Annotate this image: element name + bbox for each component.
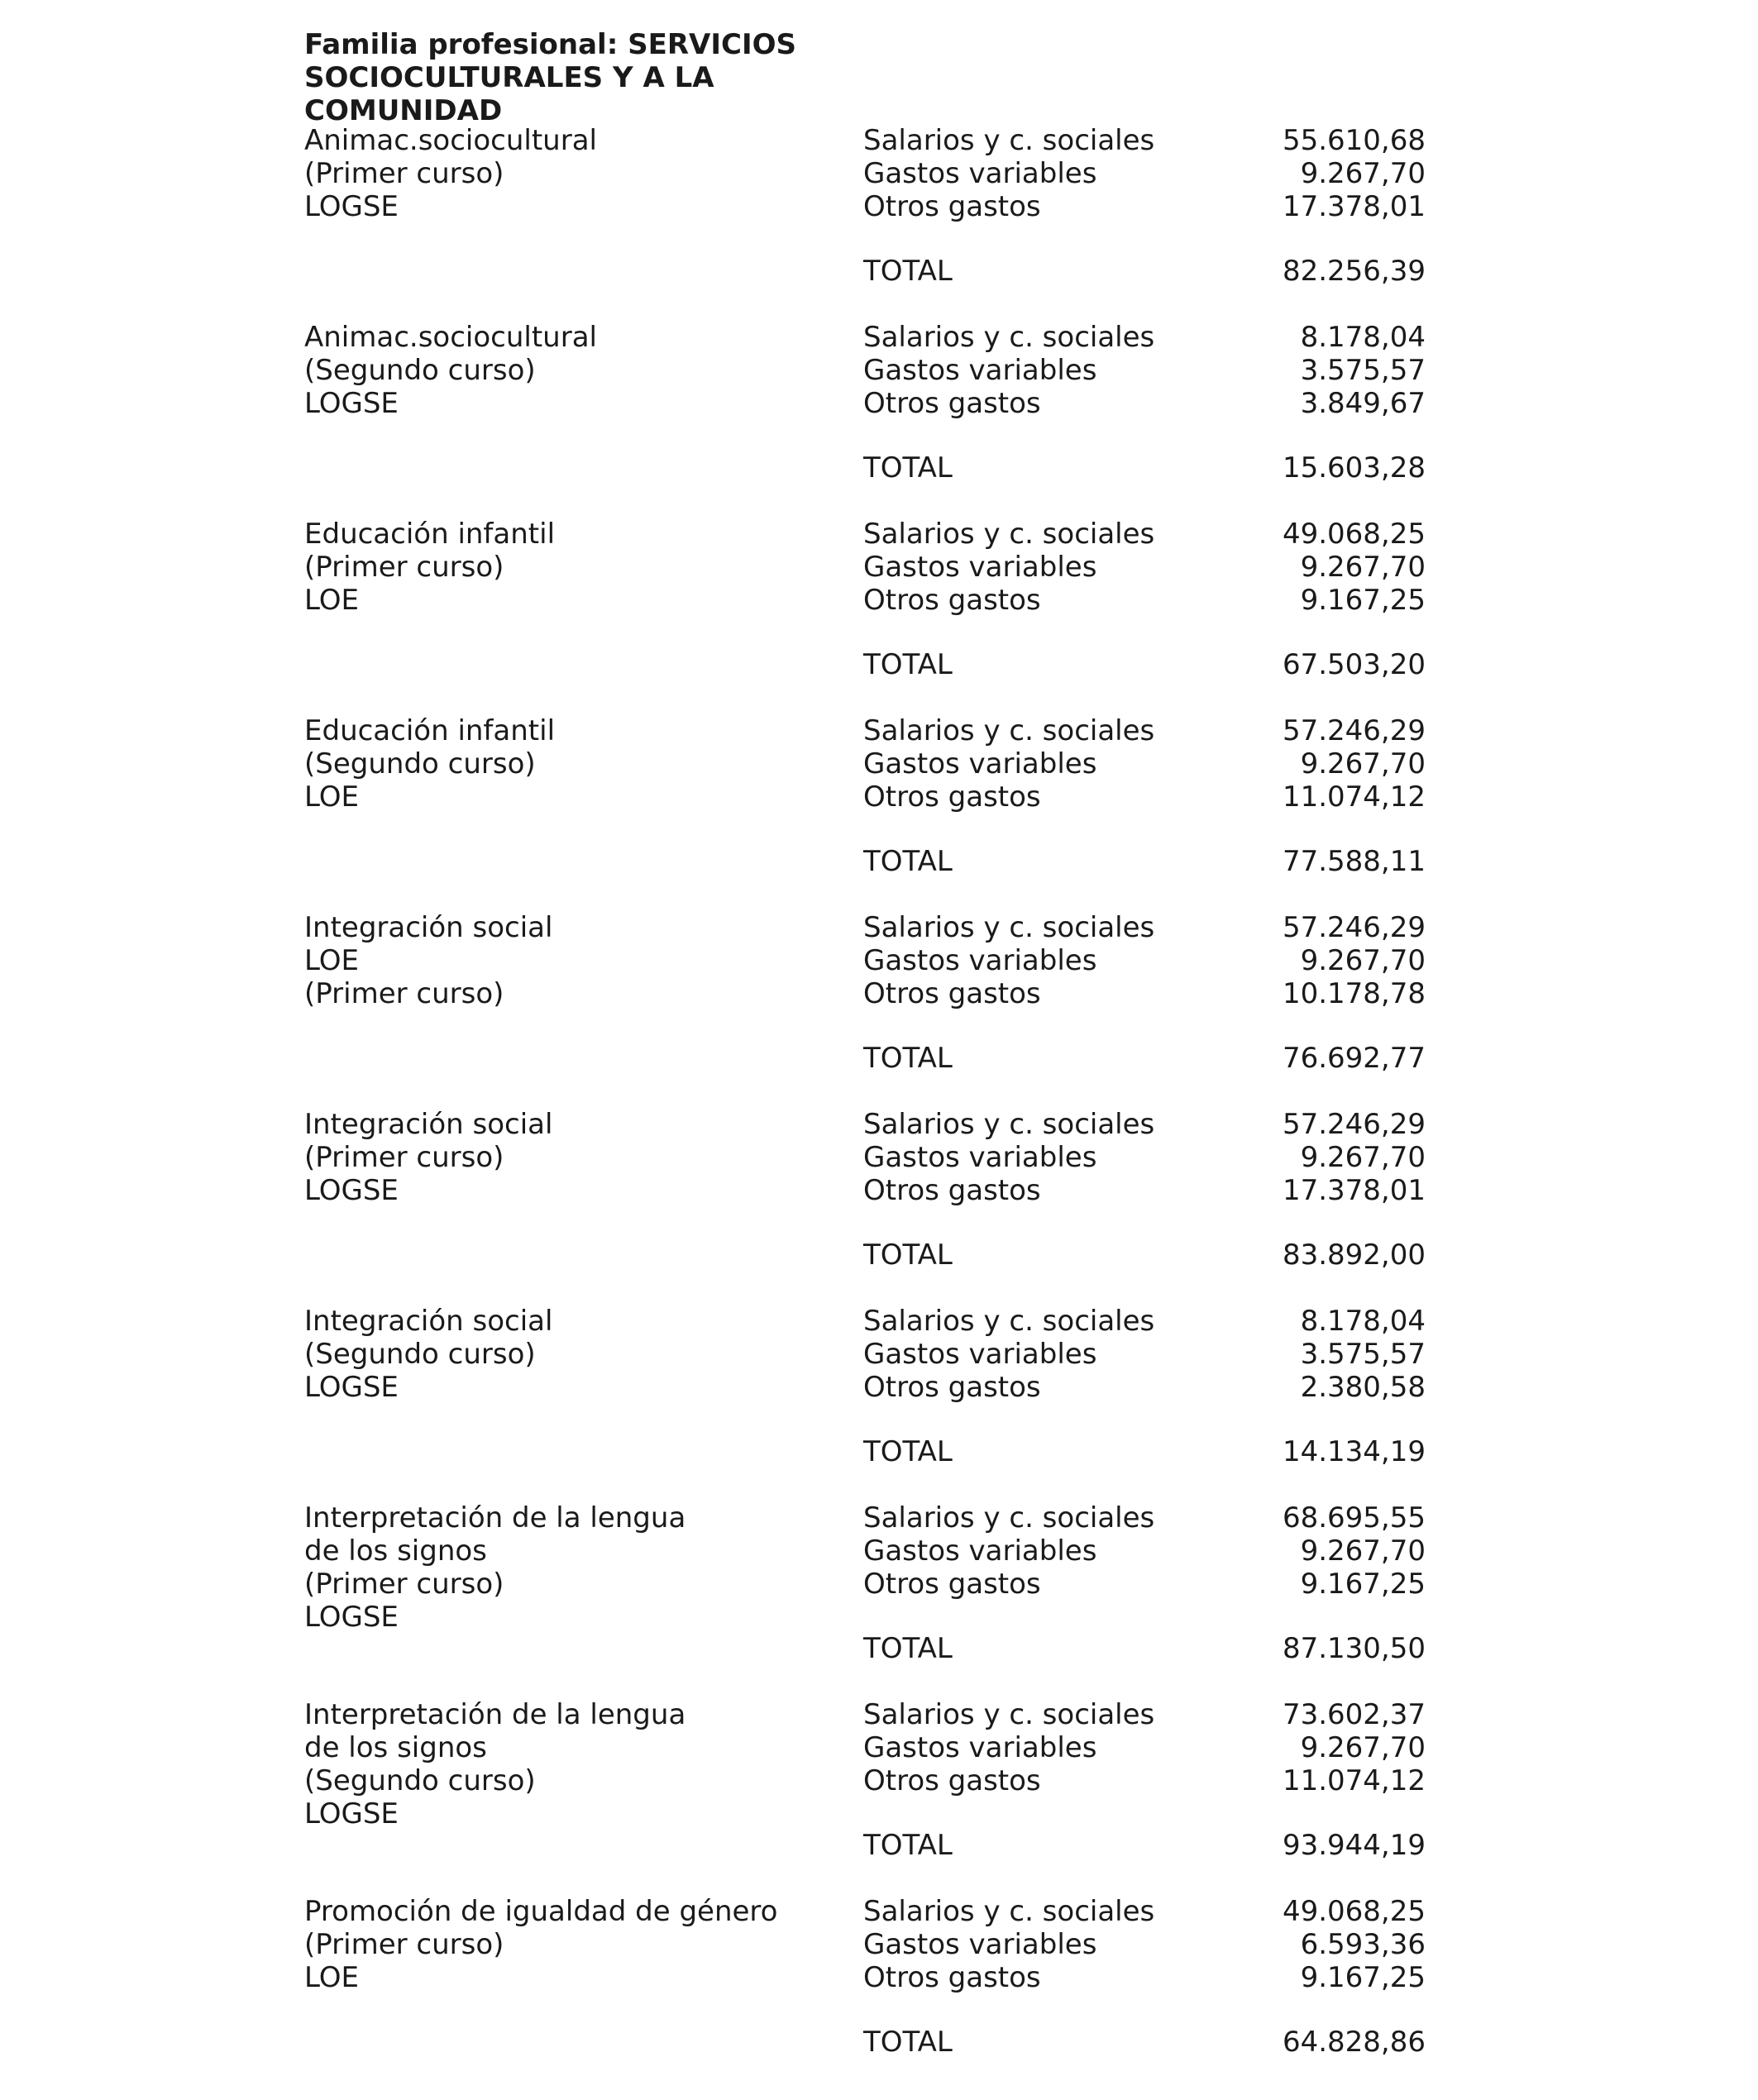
- cost-amount: 9.267,70: [1300, 1731, 1426, 1764]
- cost-row: [863, 157, 1426, 190]
- cost-amount: 9.267,70: [1300, 747, 1426, 780]
- cost-amount: 55.610,68: [1282, 124, 1426, 157]
- cost-amount: 17.378,01: [1282, 190, 1426, 223]
- course-label-line: Interpretación de la lengua: [304, 1501, 686, 1534]
- total-label: TOTAL: [863, 2026, 953, 2059]
- cost-concept: Otros gastos: [863, 1764, 1041, 1797]
- cost-amount: 49.068,25: [1282, 1895, 1426, 1928]
- cost-concept: Otros gastos: [863, 1174, 1041, 1207]
- cost-row: [863, 911, 1426, 944]
- total-label: TOTAL: [863, 1632, 953, 1665]
- course-label: [304, 1108, 817, 1207]
- cost-concept: Salarios y c. sociales: [863, 1305, 1155, 1338]
- course-label-line: LOGSE: [304, 1174, 399, 1207]
- cost-concept: Gastos variables: [863, 1928, 1097, 1961]
- cost-concept: Salarios y c. sociales: [863, 518, 1155, 551]
- cost-amount: 9.267,70: [1300, 1141, 1426, 1174]
- cost-amount: 10.178,78: [1282, 977, 1426, 1010]
- total-amount: 87.130,50: [1282, 1632, 1426, 1665]
- cost-amount: 57.246,29: [1282, 714, 1426, 747]
- cost-amount: 11.074,12: [1282, 1764, 1426, 1797]
- total-label: TOTAL: [863, 1829, 953, 1862]
- total-label: TOTAL: [863, 648, 953, 681]
- cost-row: [863, 1534, 1426, 1568]
- course-label-line: (Segundo curso): [304, 1338, 536, 1371]
- course-label-line: (Primer curso): [304, 1928, 504, 1961]
- course-label-line: (Primer curso): [304, 1568, 504, 1601]
- total-label: TOTAL: [863, 1435, 953, 1468]
- cost-row: [863, 1731, 1426, 1764]
- cost-amount: 8.178,04: [1300, 1305, 1426, 1338]
- course-label-line: LOE: [304, 944, 359, 977]
- cost-concept: Salarios y c. sociales: [863, 124, 1155, 157]
- total-amount: 15.603,28: [1282, 451, 1426, 484]
- cost-concept: Gastos variables: [863, 1534, 1097, 1568]
- cost-row: [863, 584, 1426, 617]
- total-row: [863, 2026, 1426, 2059]
- cost-block: [0, 714, 1758, 911]
- course-label-line: LOGSE: [304, 1601, 399, 1634]
- cost-amount: 9.267,70: [1300, 551, 1426, 584]
- total-amount: 67.503,20: [1282, 648, 1426, 681]
- total-row: [863, 1042, 1426, 1075]
- cost-row: [863, 518, 1426, 551]
- course-label: [304, 124, 817, 223]
- total-label: TOTAL: [863, 1239, 953, 1272]
- cost-amount: 9.267,70: [1300, 944, 1426, 977]
- cost-concept: Otros gastos: [863, 1568, 1041, 1601]
- cost-concept: Gastos variables: [863, 1141, 1097, 1174]
- cost-amount: 49.068,25: [1282, 518, 1426, 551]
- course-label-line: Animac.sociocultural: [304, 321, 597, 354]
- total-row: [863, 1435, 1426, 1468]
- total-amount: 76.692,77: [1282, 1042, 1426, 1075]
- course-label-line: Educación infantil: [304, 518, 556, 551]
- cost-row: [863, 1895, 1426, 1928]
- cost-block: [0, 518, 1758, 714]
- course-label: [304, 911, 817, 1010]
- total-amount: 83.892,00: [1282, 1239, 1426, 1272]
- course-label-line: Interpretación de la lengua: [304, 1698, 686, 1731]
- course-label-line: LOE: [304, 1961, 359, 1994]
- cost-concept: Salarios y c. sociales: [863, 1895, 1155, 1928]
- cost-row: [863, 1501, 1426, 1534]
- cost-row: [863, 1174, 1426, 1207]
- course-label-line: Animac.sociocultural: [304, 124, 597, 157]
- total-amount: 93.944,19: [1282, 1829, 1426, 1862]
- course-label-line: (Primer curso): [304, 977, 504, 1010]
- cost-concept: Salarios y c. sociales: [863, 911, 1155, 944]
- cost-row: [863, 551, 1426, 584]
- cost-amount: 9.267,70: [1300, 1534, 1426, 1568]
- course-label-line: Promoción de igualdad de género: [304, 1895, 778, 1928]
- total-row: [863, 648, 1426, 681]
- cost-row: [863, 1764, 1426, 1797]
- course-label: [304, 714, 817, 814]
- total-label: TOTAL: [863, 845, 953, 878]
- course-label-line: Educación infantil: [304, 714, 556, 747]
- cost-concept: Otros gastos: [863, 1371, 1041, 1404]
- course-label: [304, 1305, 817, 1404]
- cost-row: [863, 321, 1426, 354]
- cost-row: [863, 190, 1426, 223]
- course-label-line: (Segundo curso): [304, 1764, 536, 1797]
- cost-block: [0, 1895, 1758, 2092]
- cost-row: [863, 977, 1426, 1010]
- cost-block: [0, 124, 1758, 321]
- cost-concept: Otros gastos: [863, 977, 1041, 1010]
- cost-concept: Gastos variables: [863, 1338, 1097, 1371]
- course-label-line: (Primer curso): [304, 157, 504, 190]
- cost-concept: Otros gastos: [863, 584, 1041, 617]
- heading-line: Familia profesional: SERVICIOS: [304, 28, 796, 61]
- cost-amount: 3.575,57: [1300, 354, 1426, 387]
- course-label-line: LOE: [304, 584, 359, 617]
- total-row: [863, 255, 1426, 288]
- cost-amount: 68.695,55: [1282, 1501, 1426, 1534]
- cost-row: [863, 1698, 1426, 1731]
- heading-line: SOCIOCULTURALES Y A LA: [304, 61, 714, 94]
- cost-amount: 3.575,57: [1300, 1338, 1426, 1371]
- page-heading: [304, 28, 817, 127]
- cost-row: [863, 780, 1426, 814]
- cost-block: [0, 1108, 1758, 1305]
- cost-amount: 9.167,25: [1300, 1961, 1426, 1994]
- total-row: [863, 1632, 1426, 1665]
- total-row: [863, 845, 1426, 878]
- cost-concept: Gastos variables: [863, 944, 1097, 977]
- cost-concept: Gastos variables: [863, 551, 1097, 584]
- course-label-line: de los signos: [304, 1534, 487, 1568]
- cost-row: [863, 1928, 1426, 1961]
- cost-row: [863, 747, 1426, 780]
- course-label: [304, 1501, 817, 1634]
- cost-row: [863, 1108, 1426, 1141]
- cost-block: [0, 1305, 1758, 1501]
- cost-amount: 57.246,29: [1282, 911, 1426, 944]
- cost-block: [0, 911, 1758, 1108]
- cost-row: [863, 387, 1426, 420]
- cost-amount: 2.380,58: [1300, 1371, 1426, 1404]
- cost-row: [863, 714, 1426, 747]
- cost-amount: 57.246,29: [1282, 1108, 1426, 1141]
- cost-row: [863, 1338, 1426, 1371]
- course-label: [304, 518, 817, 617]
- total-row: [863, 1829, 1426, 1862]
- cost-concept: Otros gastos: [863, 780, 1041, 814]
- total-row: [863, 451, 1426, 484]
- cost-concept: Salarios y c. sociales: [863, 714, 1155, 747]
- course-label-line: Integración social: [304, 911, 553, 944]
- cost-block: [0, 321, 1758, 518]
- cost-amount: 9.267,70: [1300, 157, 1426, 190]
- cost-amount: 6.593,36: [1300, 1928, 1426, 1961]
- cost-block: [0, 1698, 1758, 1895]
- cost-row: [863, 1141, 1426, 1174]
- cost-row: [863, 354, 1426, 387]
- cost-concept: Gastos variables: [863, 354, 1097, 387]
- cost-concept: Otros gastos: [863, 190, 1041, 223]
- course-label-line: LOGSE: [304, 387, 399, 420]
- course-label-line: Integración social: [304, 1305, 553, 1338]
- total-amount: 77.588,11: [1282, 845, 1426, 878]
- cost-row: [863, 1568, 1426, 1601]
- cost-row: [863, 1371, 1426, 1404]
- cost-amount: 8.178,04: [1300, 321, 1426, 354]
- cost-concept: Salarios y c. sociales: [863, 1698, 1155, 1731]
- cost-amount: 9.167,25: [1300, 584, 1426, 617]
- course-label-line: LOGSE: [304, 1797, 399, 1830]
- total-label: TOTAL: [863, 451, 953, 484]
- heading-line: COMUNIDAD: [304, 94, 503, 127]
- cost-amount: 9.167,25: [1300, 1568, 1426, 1601]
- total-amount: 82.256,39: [1282, 255, 1426, 288]
- total-label: TOTAL: [863, 255, 953, 288]
- cost-row: [863, 944, 1426, 977]
- cost-amount: 11.074,12: [1282, 780, 1426, 814]
- course-label-line: (Primer curso): [304, 551, 504, 584]
- course-label-line: LOE: [304, 780, 359, 814]
- cost-amount: 17.378,01: [1282, 1174, 1426, 1207]
- course-label-line: Integración social: [304, 1108, 553, 1141]
- course-label: [304, 1698, 817, 1830]
- total-amount: 64.828,86: [1282, 2026, 1426, 2059]
- cost-concept: Gastos variables: [863, 747, 1097, 780]
- cost-concept: Gastos variables: [863, 157, 1097, 190]
- cost-concept: Otros gastos: [863, 387, 1041, 420]
- cost-concept: Salarios y c. sociales: [863, 321, 1155, 354]
- total-row: [863, 1239, 1426, 1272]
- cost-row: [863, 1305, 1426, 1338]
- course-label-line: LOGSE: [304, 190, 399, 223]
- cost-concept: Otros gastos: [863, 1961, 1041, 1994]
- course-label: [304, 1895, 817, 1994]
- total-label: TOTAL: [863, 1042, 953, 1075]
- cost-concept: Salarios y c. sociales: [863, 1108, 1155, 1141]
- course-label-line: (Segundo curso): [304, 747, 536, 780]
- cost-amount: 3.849,67: [1300, 387, 1426, 420]
- course-label: [304, 321, 817, 420]
- course-label-line: (Primer curso): [304, 1141, 504, 1174]
- cost-concept: Gastos variables: [863, 1731, 1097, 1764]
- cost-row: [863, 124, 1426, 157]
- course-label-line: LOGSE: [304, 1371, 399, 1404]
- cost-amount: 73.602,37: [1282, 1698, 1426, 1731]
- total-amount: 14.134,19: [1282, 1435, 1426, 1468]
- cost-concept: Salarios y c. sociales: [863, 1501, 1155, 1534]
- cost-blocks-list: [0, 124, 1758, 2092]
- cost-row: [863, 1961, 1426, 1994]
- cost-block: [0, 1501, 1758, 1698]
- course-label-line: de los signos: [304, 1731, 487, 1764]
- course-label-line: (Segundo curso): [304, 354, 536, 387]
